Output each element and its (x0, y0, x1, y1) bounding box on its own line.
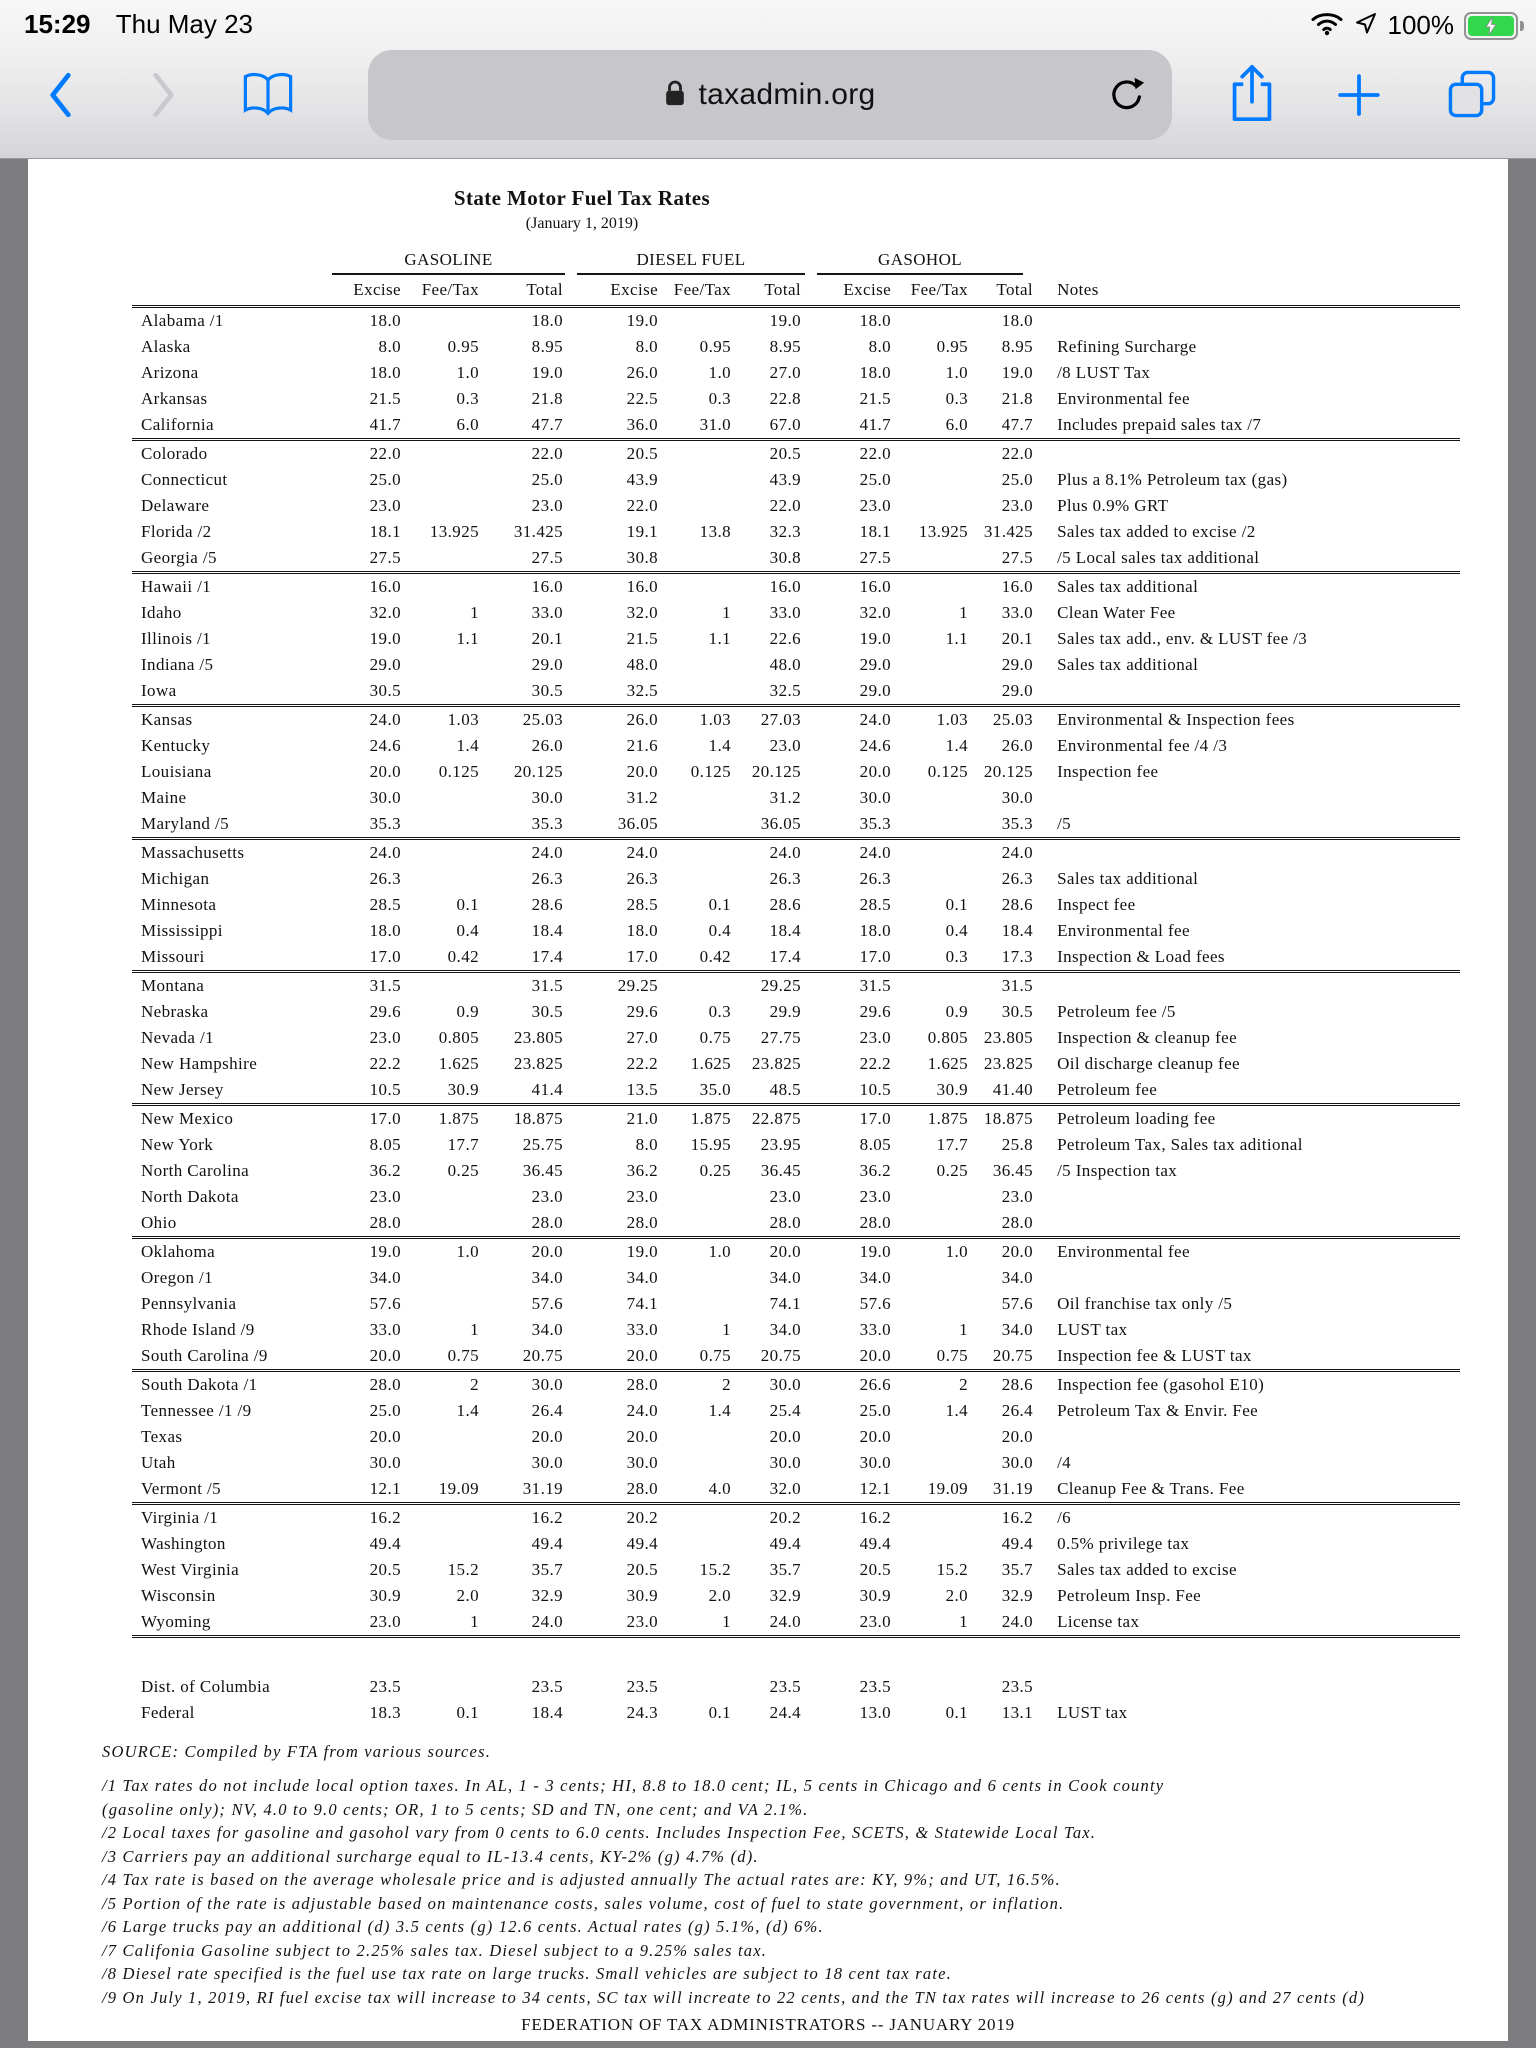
table-row: Maryland /5 35.3 35.3 36.05 36.05 35.3 35.3 /5 (132, 811, 1460, 839)
table-row: Arkansas 21.5 0.3 21.8 22.5 0.3 22.8 21.5 0.3 21.8 Environmental fee (141, 389, 1190, 408)
table-row: Oregon /1 34.0 34.0 34.0 34.0 34.0 34.0 (141, 1268, 1034, 1287)
location-arrow-icon (1354, 11, 1378, 40)
table-row: Kentucky 24.6 1.4 26.0 21.6 1.4 23.0 24.6 1.4 26.0 Environmental fee /4 /3 (141, 736, 1228, 755)
table-row: Missouri 17.0 0.42 17.4 17.0 0.42 17.4 17.0 0.3 17.3 Inspection & Load fees (132, 944, 1460, 972)
table-row: Wisconsin 30.9 2.0 32.9 30.9 2.0 32.9 30.9 2.0 32.9 Petroleum Insp. Fee (141, 1586, 1202, 1605)
table-row: Delaware 23.0 23.0 22.0 22.0 23.0 23.0 Plus 0.9% GRT (141, 496, 1169, 515)
col-header-excise: Excise (332, 275, 403, 307)
table-row: Georgia /5 27.5 27.5 30.8 30.8 27.5 27.5 /5 Local sales tax additional (132, 545, 1460, 573)
battery-tip (1520, 21, 1524, 31)
table-row: Washington 49.4 49.4 49.4 49.4 49.4 49.4 0.5% privilege tax (141, 1534, 1190, 1553)
table-row: New Hampshire 22.2 1.625 23.825 22.2 1.625 23.825 22.2 1.625 23.825 Oil discharge cleanup fee (141, 1054, 1240, 1073)
table-row: South Carolina /9 20.0 0.75 20.75 20.0 0.75 20.75 20.0 0.75 20.75 Inspection fee & LUST tax (132, 1343, 1460, 1371)
new-tab-button[interactable] (1336, 72, 1382, 121)
table-row: South Dakota /1 28.0 2 30.0 28.0 2 30.0 26.6 2 28.6 Inspection fee (gasohol E10) (141, 1375, 1265, 1394)
col-header-total: Total (733, 275, 817, 307)
table-row: Indiana /5 29.0 29.0 48.0 48.0 29.0 29.0 Sales tax additional (141, 655, 1199, 674)
table-row: North Carolina 36.2 0.25 36.45 36.2 0.25 36.45 36.2 0.25 36.45 /5 Inspection tax (141, 1161, 1178, 1180)
table-row: Pennsylvania 57.6 57.6 74.1 74.1 57.6 57.6 Oil franchise tax only /5 (141, 1294, 1233, 1313)
col-header-feetax: Fee/Tax (660, 275, 733, 307)
table-row: Virginia /1 16.2 16.2 20.2 20.2 16.2 16.2 /6 (141, 1508, 1072, 1527)
col-header-total: Total (970, 275, 1035, 307)
table-row: Illinois /1 19.0 1.1 20.1 21.5 1.1 22.6 19.0 1.1 20.1 Sales tax add., env. & LUST fee /3 (141, 629, 1308, 648)
table-row: Michigan 26.3 26.3 26.3 26.3 26.3 26.3 Sales tax additional (141, 869, 1199, 888)
page-subtitle: (January 1, 2019) (525, 215, 639, 232)
table-row: Dist. of Columbia 23.5 23.5 23.5 23.5 23.5 23.5 (141, 1677, 1034, 1696)
table-row: Massachusetts 24.0 24.0 24.0 24.0 24.0 24.0 (141, 843, 1034, 862)
page-title: State Motor Fuel Tax Rates (453, 186, 711, 210)
table-row: Nebraska 29.6 0.9 30.5 29.6 0.3 29.9 29.6 0.9 30.5 Petroleum fee /5 (141, 1002, 1176, 1021)
reload-button[interactable] (1108, 76, 1146, 117)
table-row: Texas 20.0 20.0 20.0 20.0 20.0 20.0 (141, 1427, 1034, 1446)
col-header-total: Total (481, 275, 577, 307)
source-note: SOURCE: Compiled by FTA from various sources. (102, 1742, 492, 1761)
charging-bolt-icon (1485, 17, 1497, 35)
status-date: Thu May 23 (115, 9, 254, 39)
table-row: Florida /2 18.1 13.925 31.425 19.1 13.8 32.3 18.1 13.925 31.425 Sales tax added to excise /2 (141, 522, 1256, 541)
table-row: Vermont /5 12.1 19.09 31.19 28.0 4.0 32.0 12.1 19.09 31.19 Cleanup Fee & Trans. Fee (132, 1476, 1460, 1504)
group-header-diesel: DIESEL FUEL (577, 250, 805, 275)
col-header-excise: Excise (817, 275, 893, 307)
footnote-line: /9 On July 1, 2019, RI fuel excise tax will increase to 34 cents, SC tax will increate to 22 cents, and the TN tax rates will increase to 26 cents (g) and 27 cents (d) (102, 1987, 1366, 2007)
status-bar-left (24, 9, 253, 40)
table-row: California 41.7 6.0 47.7 36.0 31.0 67.0 41.7 6.0 47.7 Includes prepaid sales tax /7 (132, 412, 1460, 440)
clock: 15:29 (24, 9, 91, 39)
table-row: Hawaii /1 16.0 16.0 16.0 16.0 16.0 16.0 Sales tax additional (141, 577, 1199, 596)
table-row: Connecticut 25.0 25.0 43.9 43.9 25.0 25.0 Plus a 8.1% Petroleum tax (gas) (141, 470, 1288, 489)
back-button[interactable] (44, 70, 76, 123)
battery-percent-label: 100% (1387, 10, 1454, 40)
table-body (132, 307, 1460, 1727)
table-row: Alabama /1 18.0 18.0 19.0 19.0 18.0 18.0 (141, 311, 1034, 330)
table-row: Nevada /1 23.0 0.805 23.805 27.0 0.75 27.75 23.0 0.805 23.805 Inspection & cleanup fee (141, 1028, 1238, 1047)
table-row: Federal 18.3 0.1 18.4 24.3 0.1 24.4 13.0 0.1 13.1 LUST tax (141, 1703, 1128, 1722)
lock-icon (664, 78, 686, 113)
sub-header-row (132, 275, 1460, 307)
table-row: Idaho 32.0 1 33.0 32.0 1 33.0 32.0 1 33.0 Clean Water Fee (141, 603, 1176, 622)
table-row: New Jersey 10.5 30.9 41.4 13.5 35.0 48.5 10.5 30.9 41.40 Petroleum fee (132, 1077, 1460, 1105)
url-text: taxadmin.org (698, 78, 876, 111)
footnote-line: (gasoline only); NV, 4.0 to 9.0 cents; OR, 1 to 5 cents; SD and TN, one cent; and VA 2.1%. (102, 1799, 809, 1819)
table-row: North Dakota 23.0 23.0 23.0 23.0 23.0 23.0 (141, 1187, 1034, 1206)
bookmarks-button[interactable] (240, 68, 296, 125)
table-row: Minnesota 28.5 0.1 28.6 28.5 0.1 28.6 28.5 0.1 28.6 Inspect fee (141, 895, 1136, 914)
table-row: Colorado 22.0 22.0 20.5 20.5 22.0 22.0 (141, 444, 1034, 463)
wifi-icon (1310, 10, 1344, 41)
footnote-line: /8 Diesel rate specified is the fuel use tax rate on large trucks. Small vehicles are subject to 18 cent tax rate. (102, 1964, 952, 1983)
footnote-line: /1 Tax rates do not include local option taxes. In AL, 1 - 3 cents; HI, 8.8 to 18.0 cent; IL, 5 cents in Chicago and 6 cents in Cook county (102, 1776, 1165, 1795)
table-row: Louisiana 20.0 0.125 20.125 20.0 0.125 20.125 20.0 0.125 20.125 Inspection fee (141, 762, 1159, 781)
table-row: Wyoming 23.0 1 24.0 23.0 1 24.0 23.0 1 24.0 License tax (132, 1609, 1460, 1637)
address-bar[interactable] (368, 50, 1172, 140)
footnote-line: /3 Carriers pay an additional surcharge equal to IL-13.4 cents, KY-2% (g) 4.7% (d). (102, 1846, 759, 1866)
table-row: Utah 30.0 30.0 30.0 30.0 30.0 30.0 /4 (141, 1453, 1072, 1472)
col-header-excise: Excise (577, 275, 660, 307)
footnotes (102, 1774, 1508, 2009)
group-header-gasoline: GASOLINE (332, 250, 565, 275)
table-spacer-row (132, 1637, 1460, 1675)
col-header-feetax: Fee/Tax (403, 275, 481, 307)
table-row: Oklahoma 19.0 1.0 20.0 19.0 1.0 20.0 19.0 1.0 20.0 Environmental fee (141, 1242, 1190, 1261)
footnote-line: /2 Local taxes for gasoline and gasohol vary from 0 cents to 6.0 cents. Includes Inspection Fee, SCETS, & Statewide Local Tax. (102, 1823, 1097, 1842)
table-row: Alaska 8.0 0.95 8.95 8.0 0.95 8.95 8.0 0.95 8.95 Refining Surcharge (141, 337, 1197, 356)
footnote-line: /4 Tax rate is based on the average wholesale price and is adjusted annually The actual rates are: KY, 9%; and UT, 16.5%. (102, 1870, 1061, 1889)
table-row: Tennessee /1 /9 25.0 1.4 26.4 24.0 1.4 25.4 25.0 1.4 26.4 Petroleum Tax & Envir. Fee (141, 1401, 1259, 1420)
table-row: West Virginia 20.5 15.2 35.7 20.5 15.2 35.7 20.5 15.2 35.7 Sales tax added to excise (141, 1560, 1238, 1579)
table-row: Rhode Island /9 33.0 1 34.0 33.0 1 34.0 33.0 1 34.0 LUST tax (141, 1320, 1128, 1339)
group-header-row (132, 247, 1460, 275)
table-row: Iowa 30.5 30.5 32.5 32.5 29.0 29.0 (132, 678, 1460, 706)
footnote-line: /5 Portion of the rate is adjustable based on maintenance costs, sales volume, cost of fuel to state government, or inflation. (102, 1893, 1065, 1913)
pdf-page (28, 159, 1508, 2041)
col-header-feetax: Fee/Tax (893, 275, 970, 307)
share-button[interactable] (1228, 62, 1276, 127)
table-row: Mississippi 18.0 0.4 18.4 18.0 0.4 18.4 18.0 0.4 18.4 Environmental fee (141, 921, 1190, 940)
footnote-line: /6 Large trucks pay an additional (d) 3.5 cents (g) 12.6 cents. Actual rates (g) 5.1%, (d) 6%. (102, 1917, 824, 1936)
page-footer: FEDERATION OF TAX ADMINISTRATORS -- JANUARY 2019 (521, 2015, 1015, 2034)
col-header-notes: Notes (1035, 275, 1460, 307)
table-row: Montana 31.5 31.5 29.25 29.25 31.5 31.5 (141, 976, 1034, 995)
footnote-line: /7 Califonia Gasoline subject to 2.25% sales tax. Diesel subject to a 9.25% sales tax. (102, 1940, 768, 1960)
table-row: New York 8.05 17.7 25.75 8.0 15.95 23.95 8.05 17.7 25.8 Petroleum Tax, Sales tax aditional (141, 1135, 1303, 1154)
table-row: Maine 30.0 30.0 31.2 31.2 30.0 30.0 (141, 788, 1034, 807)
table-row: Kansas 24.0 1.03 25.03 26.0 1.03 27.03 24.0 1.03 25.03 Environmental & Inspection fees (141, 710, 1295, 729)
table-row: Ohio 28.0 28.0 28.0 28.0 28.0 28.0 (132, 1210, 1460, 1238)
fuel-tax-table (132, 247, 1460, 1726)
browser-chrome (0, 0, 1536, 159)
status-bar-right (1310, 10, 1525, 41)
table-row: Arizona 18.0 1.0 19.0 26.0 1.0 27.0 18.0 1.0 19.0 /8 LUST Tax (141, 363, 1151, 382)
battery-icon (1464, 12, 1518, 40)
tabs-button[interactable] (1444, 66, 1500, 125)
group-header-gasohol: GASOHOL (817, 250, 1023, 275)
forward-button[interactable] (148, 70, 180, 123)
table-row: New Mexico 17.0 1.875 18.875 21.0 1.875 22.875 17.0 1.875 18.875 Petroleum loading fee (141, 1109, 1216, 1128)
